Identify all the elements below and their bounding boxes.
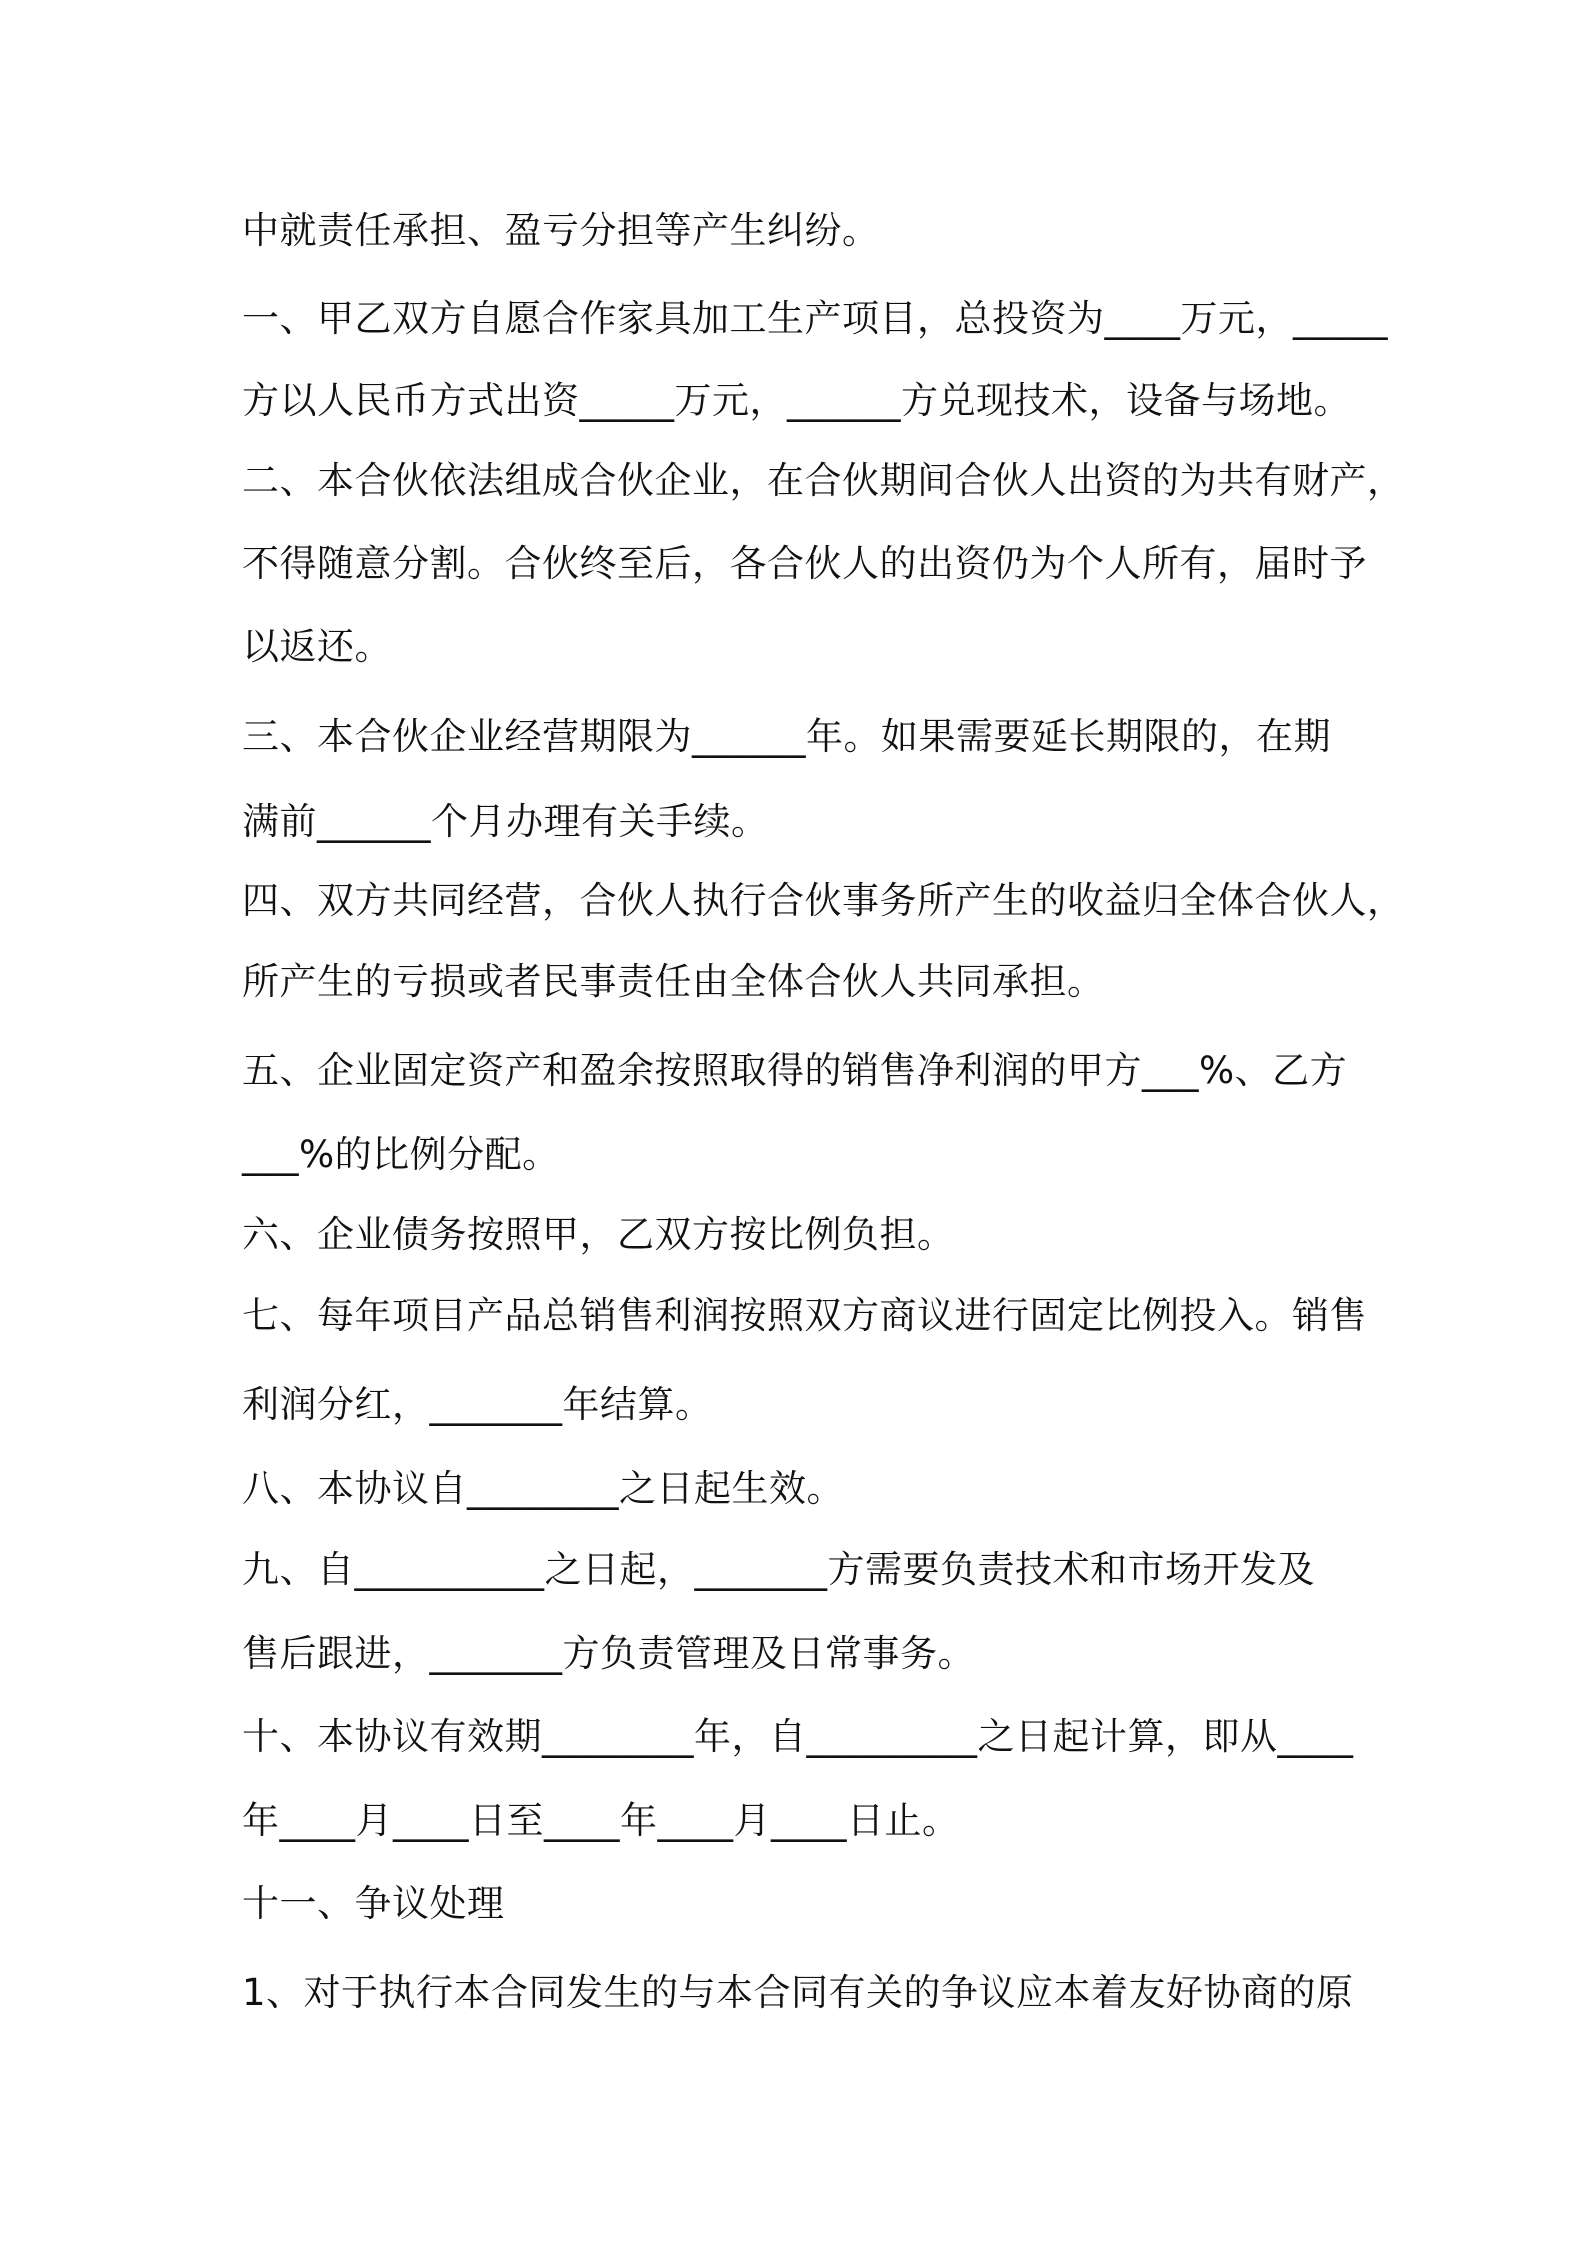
text-line: 方以人民币方式出资_____万元，______方兑现技术，设备与场地。 [242,379,1351,422]
text-line: 二、本合伙依法组成合伙企业，在合伙期间合伙人出资的为共有财产， [242,459,1405,502]
text-line: 以返还。 [242,625,392,668]
text-line: ___%的比例分配。 [242,1133,560,1176]
text-line: 利润分红，_______年结算。 [242,1383,713,1426]
text-line: 八、本协议自________之日起生效。 [242,1467,844,1510]
text-line: 十、本协议有效期________年，自_________之日起计算，即从____ [242,1715,1354,1758]
text-line: 不得随意分割。合伙终至后，各合伙人的出资仍为个人所有，届时予 [242,542,1367,585]
text-line: 中就责任承担、盈亏分担等产生纠纷。 [242,209,880,252]
text-line: 六、企业债务按照甲，乙双方按比例负担。 [242,1213,955,1256]
text-line: 1、对于执行本合同发生的与本合同有关的争议应本着友好协商的原 [242,1971,1354,2014]
text-line: 所产生的亏损或者民事责任由全体合伙人共同承担。 [242,960,1105,1003]
text-line: 七、每年项目产品总销售利润按照双方商议进行固定比例投入。销售 [242,1294,1367,1337]
text-line: 满前______个月办理有关手续。 [242,800,769,843]
text-line: 四、双方共同经营，合伙人执行合伙事务所产生的收益归全体合伙人， [242,879,1405,922]
text-line: 九、自__________之日起，_______方需要负责技术和市场开发及 [242,1548,1315,1591]
section-heading: 十一、争议处理 [242,1882,505,1925]
text-line: 五、企业固定资产和盈余按照取得的销售净利润的甲方___%、乙方 [242,1049,1348,1092]
text-line: 年____月____日至____年____月____日止。 [242,1799,960,1842]
text-line: 售后跟进，_______方负责管理及日常事务。 [242,1632,975,1675]
text-line: 一、甲乙双方自愿合作家具加工生产项目，总投资为____万元，_____ [242,297,1388,340]
text-line: 三、本合伙企业经营期限为______年。如果需要延长期限的，在期 [242,715,1331,758]
